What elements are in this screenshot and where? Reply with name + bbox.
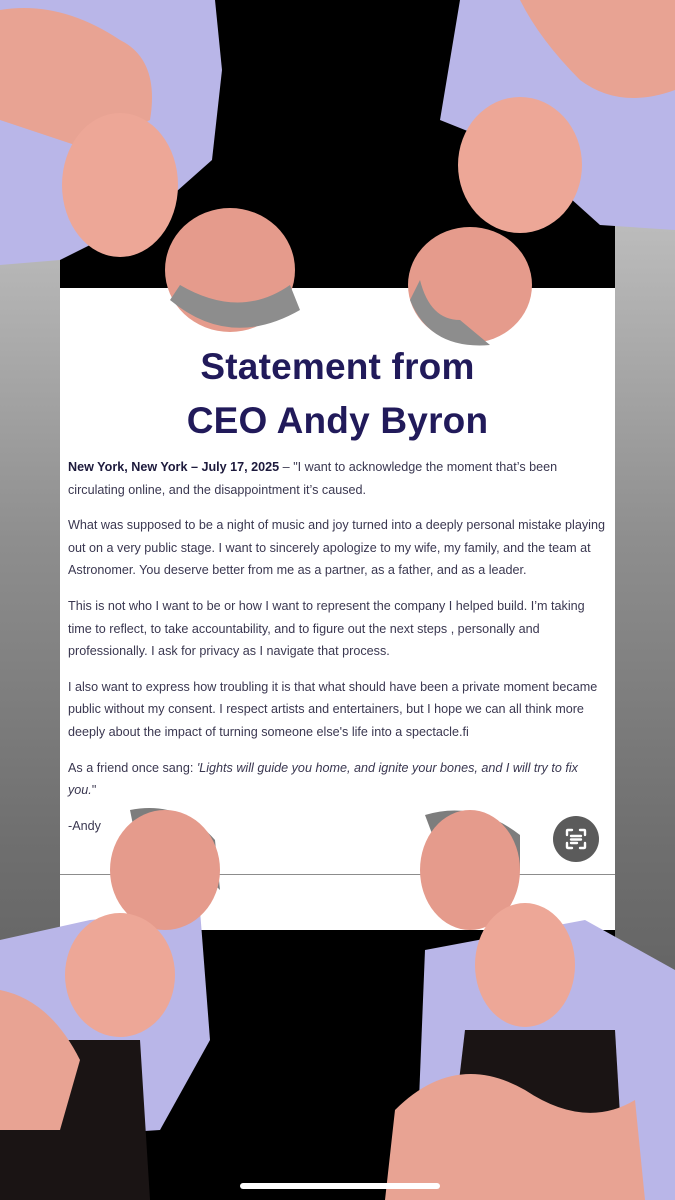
signature: -Andy	[68, 818, 101, 833]
paragraph-3: This is not who I want to be or how I want to represent the company I helped build. I’m taking time to reflect, to take accountability, and to figure out the next steps , personally and professionally. I ask for privacy as I navigate that process.	[68, 598, 585, 659]
paragraph-1-text: – "I want to acknowledge the moment that’s been circulating online, and the disappointment it’s caused.	[68, 460, 558, 497]
statement-body	[68, 456, 608, 850]
sticker-bottom-left	[0, 800, 240, 1200]
sticker-face-man	[110, 810, 220, 930]
paragraph-4: I also want to express how troubling it is that what should have been a private moment became public without my consent. I respect artists and entertainers, but I hope we can all think more deeply about the impact of turning someone else's life into a spectacle.fi	[68, 679, 598, 739]
sticker-face-woman	[65, 913, 175, 1037]
song-quote: 'Lights will guide you home, and ignite your bones, and I will try to fix you.	[68, 760, 578, 798]
quote-lead: As a friend once sang:	[68, 760, 197, 775]
paragraph-2: What was supposed to be a night of music and joy turned into a deeply personal mistake playing out on a very public stage. I want to sincerely apologize to my wife, my family, and the team at Astronomer. You deserve better from me as a partner, as a father, and as a leader.	[68, 518, 605, 578]
sticker-face-woman	[458, 97, 582, 233]
sticker-top-left	[0, 0, 310, 345]
dateline: New York, New York – July 17, 2025	[68, 460, 280, 474]
sticker-face-woman	[475, 903, 575, 1027]
paragraph-1	[68, 456, 608, 501]
scan-text-button[interactable]	[553, 816, 599, 862]
sticker-top-right	[400, 0, 675, 355]
home-indicator[interactable]	[240, 1183, 440, 1189]
sticker-bottom-right	[385, 800, 675, 1200]
title-line-2: CEO Andy Byron	[186, 400, 489, 441]
page-title	[60, 340, 615, 448]
text-scan-icon	[553, 816, 599, 862]
title-line-1: Statement from	[200, 346, 475, 387]
quote-end: "	[91, 783, 97, 798]
sticker-face-woman	[62, 113, 178, 257]
paragraph-5	[68, 757, 608, 802]
